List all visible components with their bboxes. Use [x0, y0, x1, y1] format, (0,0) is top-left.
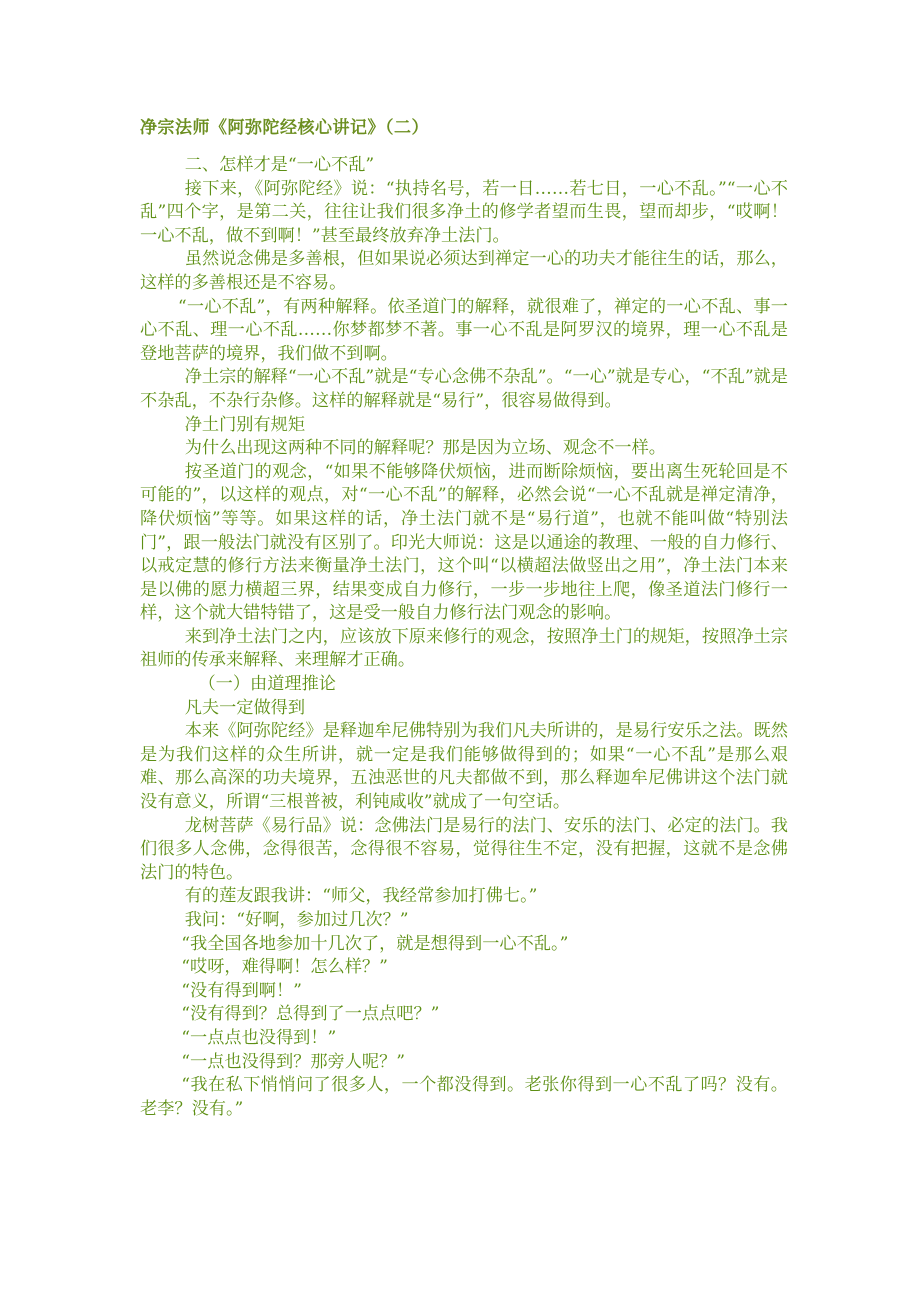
dialogue-line: “没有得到啊！”	[181, 980, 302, 1001]
subheading: 净土门别有规矩	[184, 414, 306, 435]
subheading: 凡夫一定做得到	[184, 697, 306, 718]
dialogue-line: “哎呀，难得啊！怎么样？”	[181, 957, 388, 978]
paragraph: 接下来，《阿弥陀经》说：“执持名号，若一日……若七日，一心不乱。”“一心不乱”四个字，是第二关，往往让我们很多净土的修学者望而生畏，望而却步，“哎啊！一心不乱，做不到啊！”甚至最终放弃净土法门。	[140, 178, 788, 246]
paragraph: 净土宗的解释“一心不乱”就是“专心念佛不杂乱”。“一心”就是专心，“不乱”就是不杂乱，不杂行杂修。这样的解释就是“易行”，很容易做得到。	[140, 367, 788, 411]
dialogue-line: “没有得到？总得到了一点点吧？”	[181, 1004, 440, 1025]
dialogue-line: “我在私下悄悄问了很多人，一个都没得到。老张你得到一心不乱了吗？没有。老李？没有。”	[140, 1075, 788, 1119]
dialogue-line: 我问：“好啊，参加过几次？”	[184, 910, 409, 930]
paragraph: “一心不乱”，有两种解释。依圣道门的解释，就很难了，禅定的一心不乱、事一心不乱、理一心不乱……你梦都梦不著。事一心不乱是阿罗汉的境界，理一心不乱是登地菩萨的境界，我们做不到啊。	[140, 296, 788, 364]
dialogue-line: 有的莲友跟我讲：“师父，我经常参加打佛七。”	[184, 886, 538, 907]
dialogue-line: “一点点也没得到！”	[181, 1027, 337, 1048]
document-body	[140, 154, 788, 1121]
document-title: 净宗法师《阿弥陀经核心讲记》（二）	[140, 118, 429, 138]
paragraph: 本来《阿弥陀经》是释迦牟尼佛特别为我们凡夫所讲的，是易行安乐之法。既然是为我们这样的众生所讲，就一定是我们能够做得到的；如果“一心不乱”是那么艰难、那么高深的功夫境界，五浊恶世的凡夫都做不到，那么释迦牟尼佛讲这个法门就没有意义，所谓“三根普被，利钝咸收”就成了一句空话。	[140, 721, 788, 813]
paragraph: 为什么出现这两种不同的解释呢？那是因为立场、观念不一样。	[184, 438, 666, 459]
dialogue-line: “一点也没得到？那旁人呢？”	[181, 1051, 406, 1072]
paragraph: 按圣道门的观念，“如果不能够降伏烦恼，进而断除烦恼，要出离生死轮回是不可能的”，以这样的观点，对“一心不乱”的解释，必然会说“一心不乱就是禅定清净，降伏烦恼”等等。如果这样的话，净土法门就不是“易行道”，也就不能叫做“特别法门”，跟一般法门就没有区别了。印光大师说：这是以通途的教理、一般的自力修行、以戒定慧的修行方法来衡量净土法门，这个叫“以横超法做竖出之用”，净土法门本来是以佛的愿力横超三界，结果变成自力修行，一步一步地往上爬，像圣道法门修行一样，这个就大错特错了，这是受一般自力修行法门观念的影响。	[140, 461, 788, 624]
paragraph: 虽然说念佛是多善根，但如果说必须达到禅定一心的功夫才能往生的话，那么，这样的多善根还是不容易。	[140, 249, 788, 293]
paragraph: 来到净土法门之内，应该放下原来修行的观念，按照净土门的规矩，按照净土宗祖师的传承来解释、来理解才正确。	[140, 626, 788, 671]
subsection-heading: （一）由道理推论	[198, 674, 336, 695]
paragraph: 龙树菩萨《易行品》说：念佛法门是易行的法门、安乐的法门、必定的法门。我们很多人念佛，念得很苦，念得很不容易，觉得往生不定，没有把握，这就不是念佛法门的特色。	[140, 815, 788, 883]
section-heading: 二、怎样才是“一心不乱”	[184, 155, 375, 175]
dialogue-line: “我全国各地参加十几次了，就是想得到一心不乱。”	[181, 933, 569, 954]
